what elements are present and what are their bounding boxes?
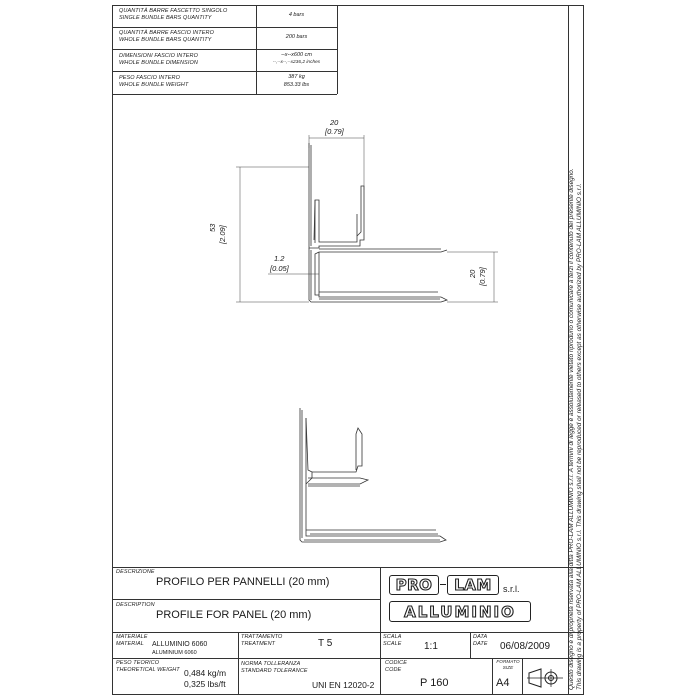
description-en-label: DESCRIPTION: [116, 602, 155, 608]
bundle-row-value: 387 kg: [288, 74, 305, 80]
profile-section: [309, 143, 447, 302]
date-label: DATA DATE: [473, 634, 488, 647]
profile-view: [300, 408, 446, 542]
tolerance-value: UNI EN 12020-2: [312, 680, 375, 690]
dim-side-width: 20: [468, 269, 477, 278]
material-label: MATERIALE MATERIAL: [116, 634, 148, 647]
treatment-value: T 5: [318, 638, 333, 649]
tolerance-label: NORMA TOLLERANZA STANDARD TOLERANCE: [241, 661, 308, 674]
bundle-row-label: QUANTITÀ BARRE FASCETTO SINGOLO SINGLE BUNDLE BARS QUANTITY: [119, 8, 228, 21]
dim-top-width: 20: [330, 118, 339, 127]
bundle-row-value: 853.33 lbs: [283, 82, 310, 88]
date-value: 06/08/2009: [500, 641, 551, 652]
logo-srl: s.r.l.: [503, 584, 520, 594]
bundle-row-value: --x--x600 cm: [281, 52, 312, 58]
weight-imperial: 0,325 lbs/ft: [184, 679, 226, 689]
dimension-lines: [236, 135, 498, 302]
description-it-label: DESCRIZIONE: [116, 569, 155, 575]
scale-value: 1:1: [424, 641, 438, 652]
dim-thickness-inch: [0.05]: [270, 264, 289, 273]
scale-label: SCALA SCALE: [383, 634, 402, 647]
description-it: PROFILO PER PANNELLI (20 mm): [156, 576, 330, 588]
bundle-row-value: 4 bars: [288, 12, 305, 18]
logo-word-lam: LAM: [454, 576, 492, 594]
dim-side-width-inch: [0.79]: [478, 267, 487, 286]
dim-height-inch: [2.09]: [218, 225, 227, 244]
ownership-note: Questo disegno è di proprietà riservata alla ditta PRO-LAM ALLUMINIO s.r.l. A termini di legge è assolutamente vietato riprodurlo o comunicare a terzi il contenuto del presente disegno. This drawing is a property of PRO-LAM ALLUMINIO s.r.l. This drawing shall not be reproduced or released to others except as otherwise authorized by PRO-LAM ALLUMINIO s.r.l.: [568, 168, 583, 690]
dim-thickness: 1.2: [274, 254, 285, 263]
weight-label: PESO TEORICO THEORETICAL WEIGHT: [116, 660, 180, 673]
dim-top-width-inch: [0.79]: [325, 127, 344, 136]
bundle-row-label: PESO FASCIO INTERO WHOLE BUNDLE WEIGHT: [119, 75, 189, 88]
logo-word-alluminio: ALLUMINIO: [404, 602, 516, 621]
format-label: FORMATO SIZE: [496, 659, 520, 670]
bundle-row-value: 200 bars: [285, 34, 308, 40]
material-it: ALLUMINIO 6060: [152, 641, 208, 648]
logo-word-pro: PRO: [395, 576, 433, 594]
weight-metric: 0,484 kg/m: [184, 668, 227, 678]
format-value: A4: [496, 677, 510, 689]
projection-symbol-icon: [526, 666, 566, 690]
material-en: ALUMINIUM 6060: [152, 650, 197, 656]
code-label: CODICE CODE: [385, 660, 407, 673]
bundle-row-label: QUANTITÀ BARRE FASCIO INTERO WHOLE BUNDLE BARS QUANTITY: [119, 30, 214, 43]
bundle-row-label: DIMENSIONI FASCIO INTERO WHOLE BUNDLE DIMENSION: [119, 53, 198, 66]
description-en: PROFILE FOR PANEL (20 mm): [156, 609, 312, 621]
dim-height: 53: [208, 223, 217, 232]
treatment-label: TRATTAMENTO TREATMENT: [241, 634, 283, 647]
bundle-row-value: --,--x--,--x236,2 inches: [272, 60, 321, 65]
code-value: P 160: [420, 677, 449, 689]
